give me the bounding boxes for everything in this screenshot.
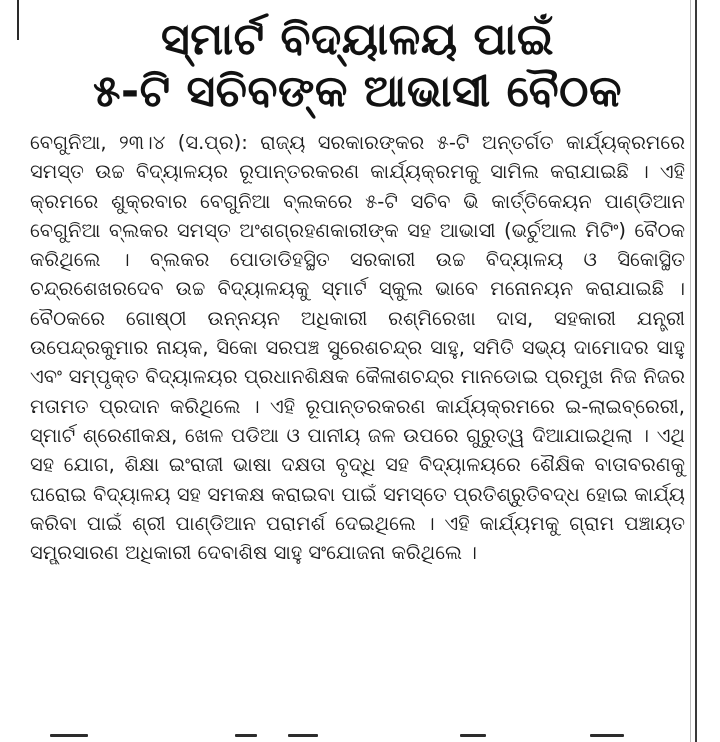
next-article-edge — [30, 732, 685, 742]
column-rule-right — [695, 0, 697, 742]
news-article — [30, 14, 685, 567]
cut-text-fragment — [235, 734, 257, 737]
cut-text-fragment — [288, 734, 318, 737]
cut-text-fragment — [590, 734, 624, 737]
headline — [30, 14, 685, 118]
column-rule-left — [17, 0, 19, 40]
cut-text-fragment — [50, 734, 88, 737]
headline-line-1: ସ୍ମାର୍ଟ ବିଦ୍ୟାଳୟ ପାଇଁ — [161, 14, 554, 65]
article-body: ବେଗୁନିଆ, ୨୩।୪ (ସ.ପ୍ର): ରାଜ୍ୟ ସରକାରଙ୍କର ୫-ଟି ଅନ୍ତର୍ଗତ କାର୍ଯ୍ୟକ୍ରମରେ ସମସ୍ତ ଉଚ୍ଚ ବିଦ୍ୟାଳୟର ରୂପାନ୍ତରକରଣ କାର୍ଯ୍ୟକ୍ରମକୁ ସାମିଲ କରାଯାଇଛି । ଏହି କ୍ରମରେ ଶୁକ୍ରବାର ବେଗୁନିଆ ବ୍ଲକରେ ୫-ଟି ସଚିବ ଭି କାର୍ତ୍ତିକେୟନ ପାଣ୍ଡିଆନ ବେଗୁନିଆ ବ୍ଲକର ସମସ୍ତ ଅଂଶଗ୍ରହଣକାରୀଙ୍କ ସହ ଆଭାସୀ (ଭର୍ଚୁଆଲ ମିଟିଂ) ବୈଠକ କରିଥିଲେ । ବ୍ଲକର ପୋଡାଡିହସ୍ଥିତ ସରକାରୀ ଉଚ୍ଚ ବିଦ୍ୟାଳୟ ଓ ସିକୋସ୍ଥିତ ଚନ୍ଦ୍ରଶେଖରଦେବ ଉଚ୍ଚ ବିଦ୍ୟାଳୟକୁ ସ୍ମାର୍ଟ ସ୍କୁଲ ଭାବେ ମନୋନୟନ କରାଯାଇଛି । ବୈଠକରେ ଗୋଷ୍ଠୀ ଉନ୍ନୟନ ଅଧିକାରୀ ରଶ୍ମିରେଖା ଦାସ, ସହକାରୀ ଯନ୍ତ୍ରୀ ଉପେନ୍ଦ୍ରକୁମାର ନାୟକ, ସିକୋ ସରପଞ୍ଚ ସୁରେଶଚନ୍ଦ୍ର ସାହୁ, ସମିତି ସଭ୍ୟ ଦାମୋଦର ସାହୁ ଏବଂ ସମ୍ପୃକ୍ତ ବିଦ୍ୟାଳୟର ପ୍ରଧାନଶିକ୍ଷକ କୈଳାଶଚନ୍ଦ୍ର ମାନଡୋଇ ପ୍ରମୁଖ ନିଜ ନିଜର ମତାମତ ପ୍ରଦାନ କରିଥିଲେ । ଏହି ରୂପାନ୍ତରକରଣ କାର୍ଯ୍ୟକ୍ରମରେ ଇ-ଲାଇବ୍ରେରୀ, ସ୍ମାର୍ଟ ଶ୍ରେଣୀକକ୍ଷ, ଖେଳ ପଡିଆ ଓ ପାନୀୟ ଜଳ ଉପରେ ଗୁରୁତ୍ୱ ଦିଆଯାଇଥିଲା । ଏଥି ସହ ଯୋଗ, ଶିକ୍ଷା ଇଂରାଜୀ ଭାଷା ଦକ୍ଷତା ବୃଦ୍ଧି ସହ ବିଦ୍ୟାଳୟରେ ଶୈକ୍ଷିକ ବାତାବରଣକୁ ଘରୋଇ ବିଦ୍ୟାଳୟ ସହ ସମକକ୍ଷ କରାଇବା ପାଇଁ ସମସ୍ତେ ପ୍ରତିଶ୍ରୁତିବଦ୍ଧ ହୋଇ କାର୍ଯ୍ୟ କରିବା ପାଇଁ ଶ୍ରୀ ପାଣ୍ଡିଆନ ପରାମର୍ଶ ଦେଇଥିଲେ । ଏହି କାର୍ଯ୍ୟମକୁ ଗ୍ରାମ ପଞ୍ଚାୟତ ସମ୍ପ୍ରସାରଣ ଅଧିକାରୀ ଦେବାଶିଷ ସାହୁ ସଂଯୋଜନା କରିଥିଲେ । — [30, 131, 685, 565]
column-rule-right-thin — [690, 0, 691, 742]
cut-text-fragment — [460, 734, 486, 737]
headline-line-2: ୫-ଟି ସଚିବଙ୍କ ଆଭାସୀ ବୈଠକ — [92, 66, 623, 117]
